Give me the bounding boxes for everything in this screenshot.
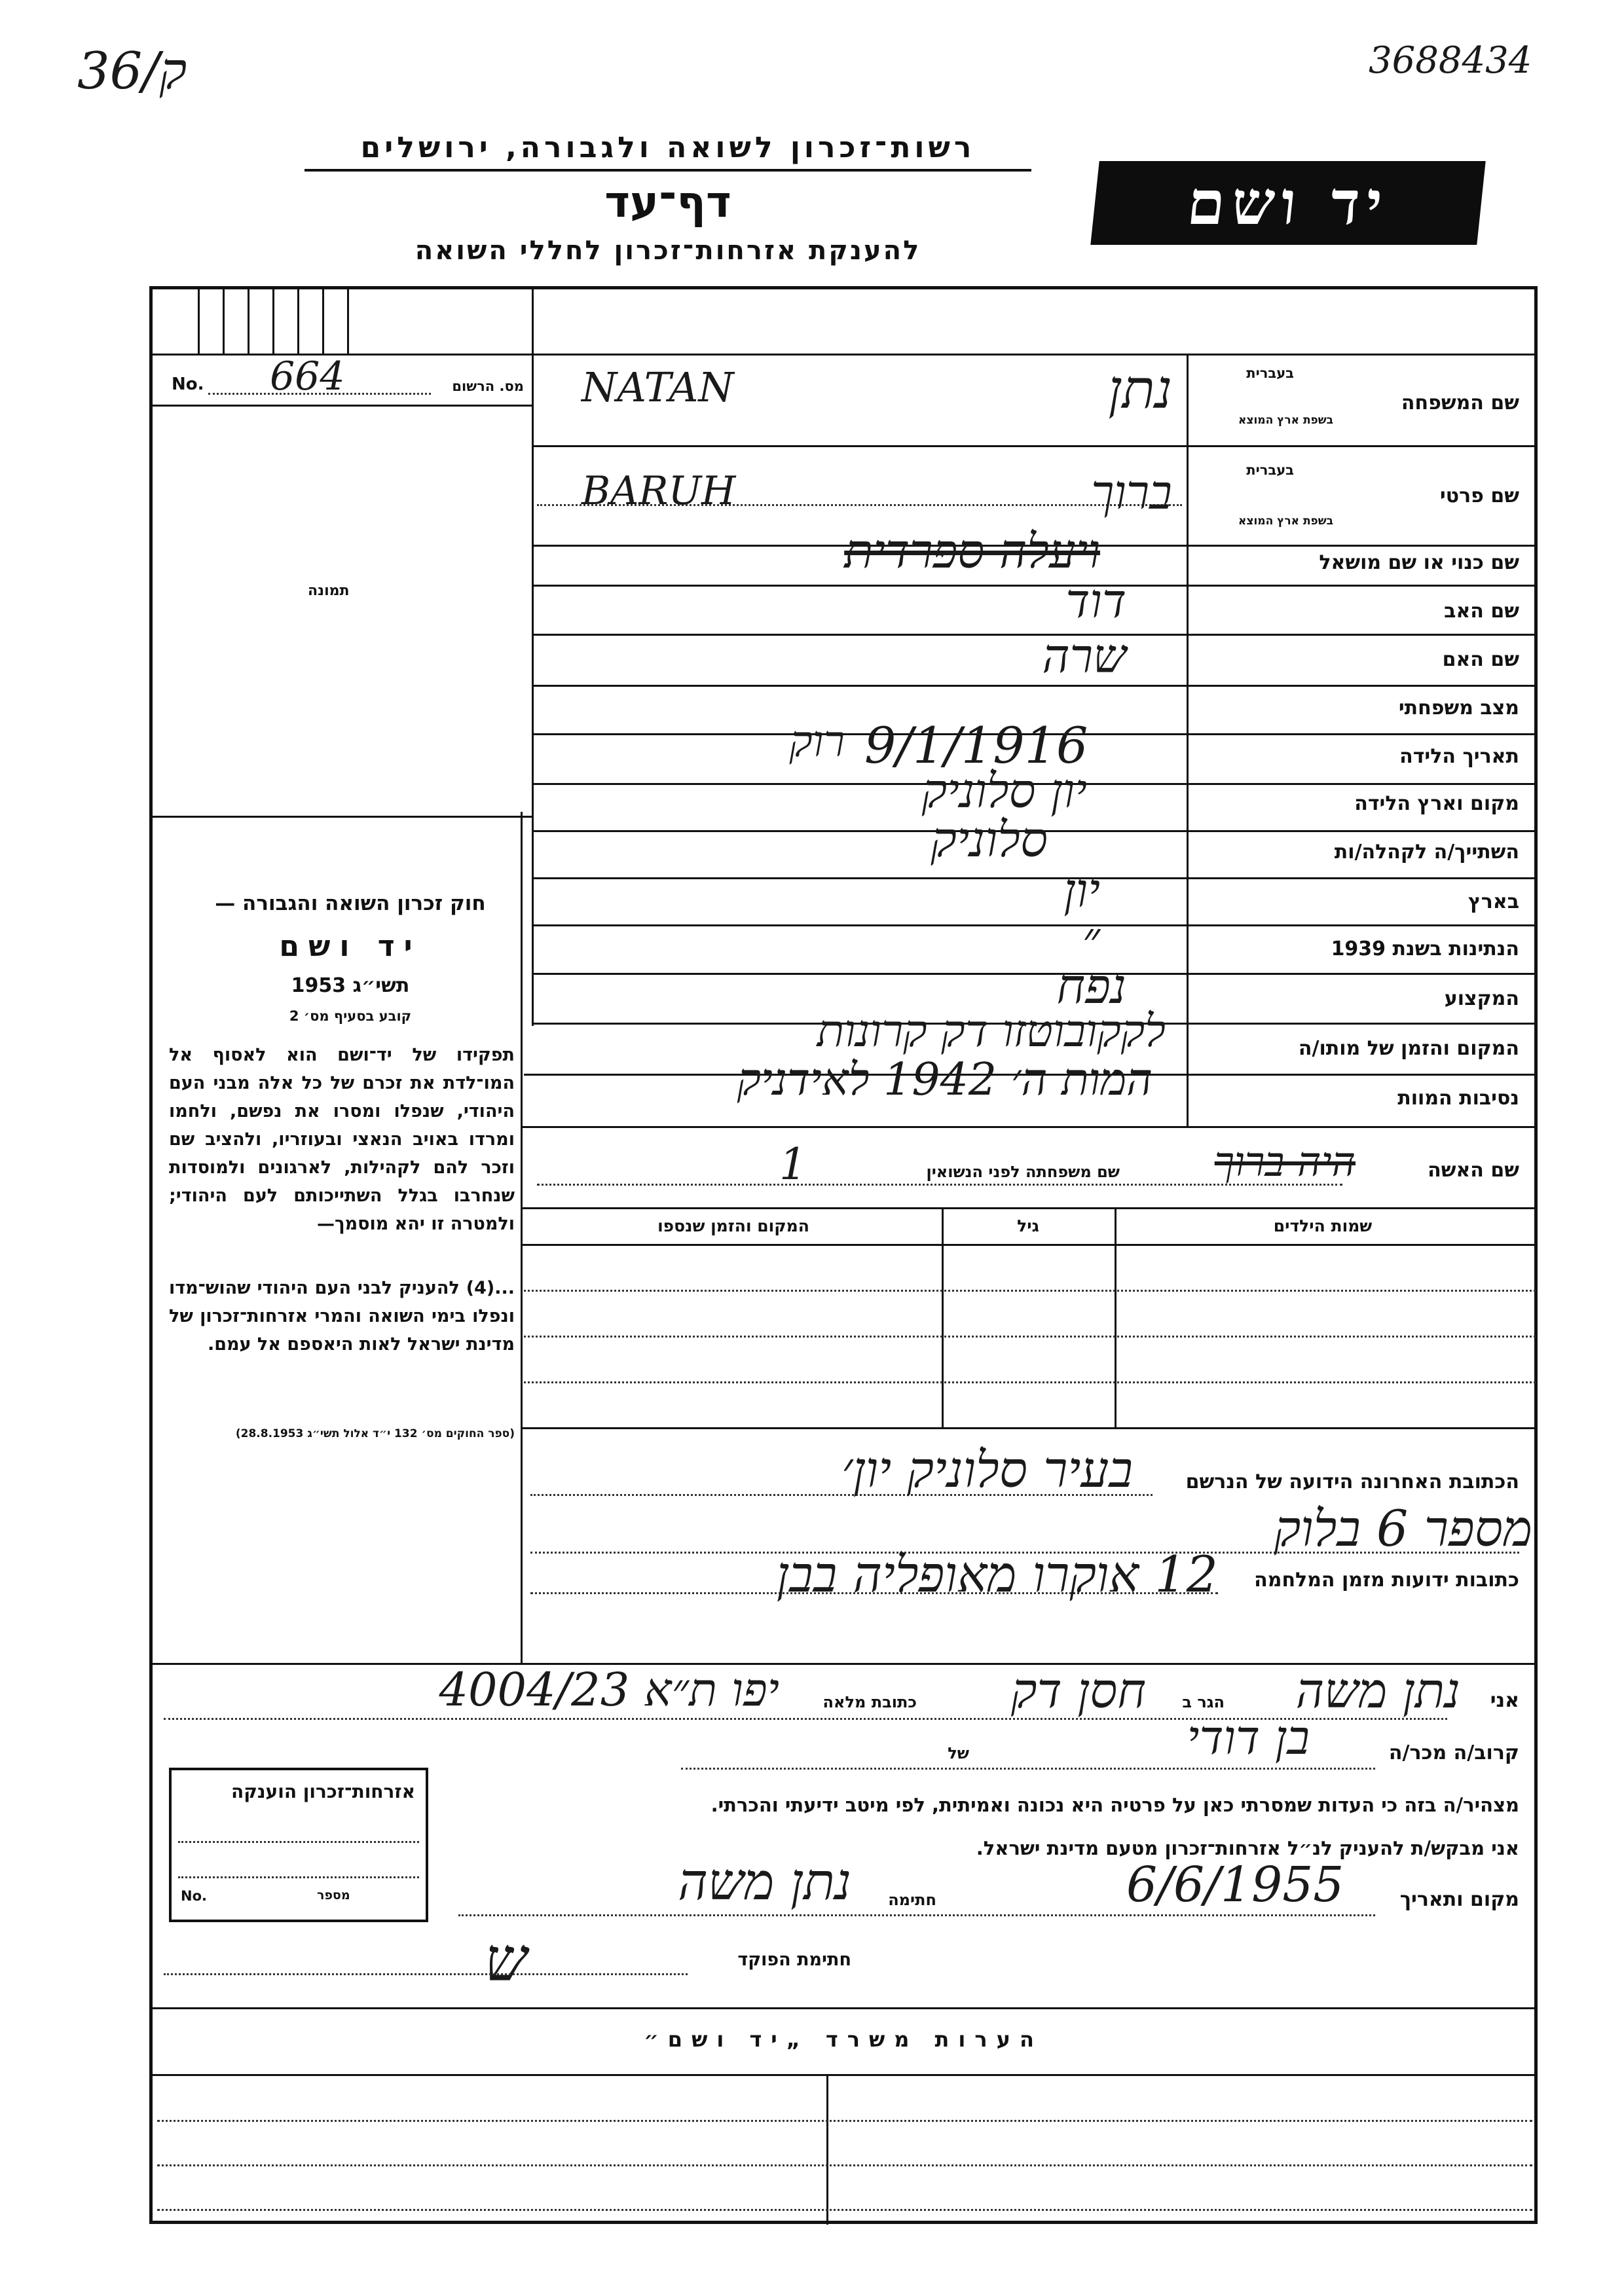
- birth-date-extra: רוק: [789, 716, 845, 767]
- strip-box-divider: [322, 286, 324, 354]
- law-paragraph-2: ...(4) להעניק לבני העם היהודי שהוש־מדו ונפלו בימי השואה והמרי אזרחות־זכרון של מדינת ישראל לאות היאספם אל עמם.: [169, 1278, 515, 1355]
- wife-maiden-value: 1: [779, 1139, 807, 1190]
- first-name-label: שם פרטי: [1439, 484, 1519, 507]
- declarant-resident-value: חסן דק: [1010, 1663, 1146, 1719]
- relation-of-label: של: [948, 1744, 969, 1762]
- row-line: [534, 445, 1538, 447]
- community-value: סלוניק: [931, 812, 1048, 868]
- strip-box-divider: [248, 286, 249, 354]
- address-line-2-value: מספר 6 בלוק: [1274, 1499, 1532, 1558]
- signature-value: נתן משה: [678, 1853, 851, 1912]
- authority-underline: [304, 169, 1031, 172]
- children-bottom-line: [521, 1427, 1538, 1429]
- place-date-label: מקום ותאריך: [1399, 1888, 1519, 1911]
- war-address-value: 12 אוקרו מאופליה בבן: [776, 1545, 1218, 1603]
- wife-bottom-line: [521, 1207, 1538, 1209]
- children-col-divider: [1115, 1207, 1116, 1429]
- wife-value: היה ברוך: [1214, 1138, 1356, 1186]
- country-label: בארץ: [1467, 890, 1519, 913]
- relation-label: קרוב/ה מכר/ה: [1388, 1741, 1519, 1764]
- citizenship-label: הנתינות בשנת 1939: [1331, 938, 1519, 960]
- profession-label: המקצוע: [1444, 987, 1519, 1010]
- citizenship-box-no-label: No.: [181, 1888, 207, 1904]
- children-header-line: [521, 1244, 1538, 1246]
- strip-box-divider: [347, 286, 349, 354]
- law-clause: קובע בסעיף מס׳ 2: [289, 1008, 412, 1024]
- full-address-value: יפו ת״א 4004/23: [439, 1663, 779, 1717]
- war-address-label: כתובות ידועות מזמן המלחמה: [1254, 1569, 1519, 1592]
- children-row: [524, 1381, 1536, 1383]
- citizenship-box-heb-label: מספר: [317, 1888, 350, 1903]
- strip-box-divider: [198, 286, 200, 354]
- office-notes-line: [157, 2164, 1532, 2166]
- office-notes-title: הערות משרד „יד ושם״: [644, 2027, 1043, 2052]
- citizenship-box-title: אזרחות־זכרון הוענקה: [231, 1781, 415, 1802]
- death-place-value: לקקובוטזו דק קרונות: [817, 1006, 1166, 1057]
- declaration-statement-2: אני מבקש/ת להעניק לנ״ל אזרחות־זכרון מטעם מדינת ישראל.: [976, 1837, 1519, 1859]
- family-name-native: NATAN: [581, 363, 734, 411]
- family-name-label: שם המשפחה: [1401, 392, 1519, 414]
- office-notes-line: [157, 2120, 1532, 2122]
- row-line: [534, 685, 1538, 687]
- place-date-value: 6/6/1955: [1126, 1857, 1344, 1913]
- father-label: שם האב: [1444, 600, 1519, 623]
- first-sub-hebrew: בעברית: [1246, 462, 1294, 478]
- children-header-names: שמות הילדים: [1273, 1216, 1373, 1235]
- office-notes-line: [157, 2209, 1532, 2211]
- declaration-statement-1: מצהיר/ה בזה כי העדות שמסרתי כאן על פרטיה היא נכונה ואמיתית, לפי מיטב ידיעתי והכרתי.: [710, 1794, 1519, 1816]
- birth-date-label: תאריך הלידה: [1399, 745, 1519, 768]
- declarant-ani: אני: [1490, 1689, 1519, 1712]
- officer-dotted-line: [164, 1973, 688, 1975]
- family-sub-hebrew: בעברית: [1246, 365, 1294, 381]
- first-name-hebrew: ברוך: [1091, 465, 1172, 520]
- nickname-value: ויעלה ספרדית: [844, 524, 1100, 579]
- declarant-dotted-line: [681, 1768, 1375, 1770]
- office-notes-divider: [826, 2074, 828, 2225]
- wife-label: שם האשה: [1428, 1159, 1519, 1182]
- marital-label: מצב משפחתי: [1398, 697, 1519, 720]
- photo-bottom-line: [149, 816, 534, 818]
- full-address-label: כתובת מלאה: [822, 1693, 917, 1711]
- law-title: חוק זכרון השואה והגבורה —: [215, 892, 486, 915]
- birth-date-value: 9/1/1916: [864, 716, 1088, 774]
- death-cause-label: נסיבות המוות: [1397, 1087, 1519, 1110]
- top-strip-line: [149, 354, 1538, 355]
- birth-place-value: יון סלוניק: [921, 763, 1087, 818]
- father-value: דוד: [1065, 574, 1126, 629]
- law-year: תשי״ג 1953: [291, 974, 410, 997]
- signature-label: חתימה: [888, 1891, 936, 1909]
- strip-box-divider: [272, 286, 274, 354]
- children-col-divider: [942, 1207, 944, 1429]
- relation-value: בן דודי: [1187, 1710, 1310, 1765]
- law-paragraph-1: תפקידו של יד־ושם הוא לאסוף אל המו־לדת את זכרם של כל אלה מבני העם היהודי, שנפלו ומסרו את נפשם, ולחמו ומרדו באויב הנאצי ובעוזריו, ולהציב שם וזכר להם לקהילות, לארגונים ולמוסדות שנחרבו בגלל השתייכותם לעם היהודי; ולמטרה זו יהא מוסמך—: [169, 1045, 515, 1234]
- officer-signature-value: ש: [485, 1925, 528, 1995]
- first-sub-native: בשפת ארץ המוצא: [1238, 515, 1333, 528]
- declarant-name: נתן משה: [1295, 1663, 1460, 1719]
- logo-text: יד ושם: [1184, 168, 1392, 238]
- reg-row-line: [149, 405, 534, 407]
- children-header-age: גיל: [1017, 1216, 1039, 1235]
- form-subtitle: להענקת אזרחות־זכרון לחללי השואה: [415, 236, 921, 266]
- office-notes-header-line: [149, 2074, 1538, 2076]
- children-header-place: המקום והזמן שנספו: [657, 1216, 809, 1235]
- strip-box-divider: [297, 286, 299, 354]
- citizenship-granted-box: [169, 1768, 428, 1922]
- country-value: יון: [1063, 863, 1100, 918]
- law-column-divider: [521, 812, 523, 1663]
- family-sub-native: בשפת ארץ המוצא: [1238, 414, 1333, 427]
- profession-value: נפח: [1056, 958, 1126, 1015]
- wife-dotted-line: [537, 1184, 1342, 1186]
- death-cause-value: המות ה׳ 1942 לאידניק: [737, 1054, 1153, 1106]
- office-notes-top-line: [149, 2007, 1538, 2009]
- family-name-hebrew: נתן: [1108, 359, 1172, 421]
- last-address-label: הכתובת האחרונה הידועה של הנרשם: [1185, 1470, 1519, 1493]
- wife-maiden-label: שם משפחתה לפני הנשואין: [926, 1163, 1120, 1181]
- nickname-label: שם כנוי או שם מושאל: [1319, 551, 1519, 574]
- citizenship-value: ״: [1082, 911, 1100, 966]
- photo-label: תמונה: [308, 583, 350, 599]
- officer-signature-label: חתימת הפוקד: [737, 1950, 851, 1970]
- last-address-value: בעיר סלוניק יון׳: [841, 1440, 1133, 1499]
- citizenship-box-line: [178, 1876, 419, 1878]
- left-column-divider: [532, 286, 534, 1026]
- children-row: [524, 1290, 1536, 1292]
- reg-heb-label: מס. הרשום: [452, 378, 524, 394]
- reg-no-value: 664: [270, 354, 345, 399]
- birth-place-label: מקום וארץ הלידה: [1354, 792, 1519, 815]
- strip-box-divider: [223, 286, 225, 354]
- first-name-native: BARUH: [581, 468, 736, 514]
- label-column-divider: [1187, 354, 1189, 1126]
- authority-name: רשות־זכרון לשואה ולגבורה, ירושלים: [360, 131, 976, 164]
- form-title: דף־עד: [604, 177, 731, 227]
- mother-value: שרה: [1042, 629, 1126, 683]
- community-label: השתייך/ה לקהלה/ות: [1334, 841, 1519, 864]
- death-place-label: המקום והזמן של מותו/ה: [1298, 1037, 1519, 1060]
- wife-top-line: [521, 1126, 1538, 1128]
- right-corner-mark: 3688434: [1369, 39, 1532, 82]
- left-corner-mark: 36/ק: [77, 42, 187, 101]
- citizenship-box-line: [178, 1841, 419, 1843]
- declarant-dotted-line: [458, 1914, 1375, 1916]
- yad-vashem-logo: [1090, 161, 1485, 245]
- law-citation: (ספר החוקים מס׳ 132 י״ד אלול תשי״ג 28.8.1953): [235, 1427, 515, 1440]
- reg-no-label: No.: [172, 374, 204, 394]
- mother-label: שם האם: [1442, 648, 1519, 671]
- declarant-resident-label: הגר ב: [1182, 1693, 1225, 1711]
- law-name: יד ושם: [279, 930, 422, 963]
- children-row: [524, 1336, 1536, 1338]
